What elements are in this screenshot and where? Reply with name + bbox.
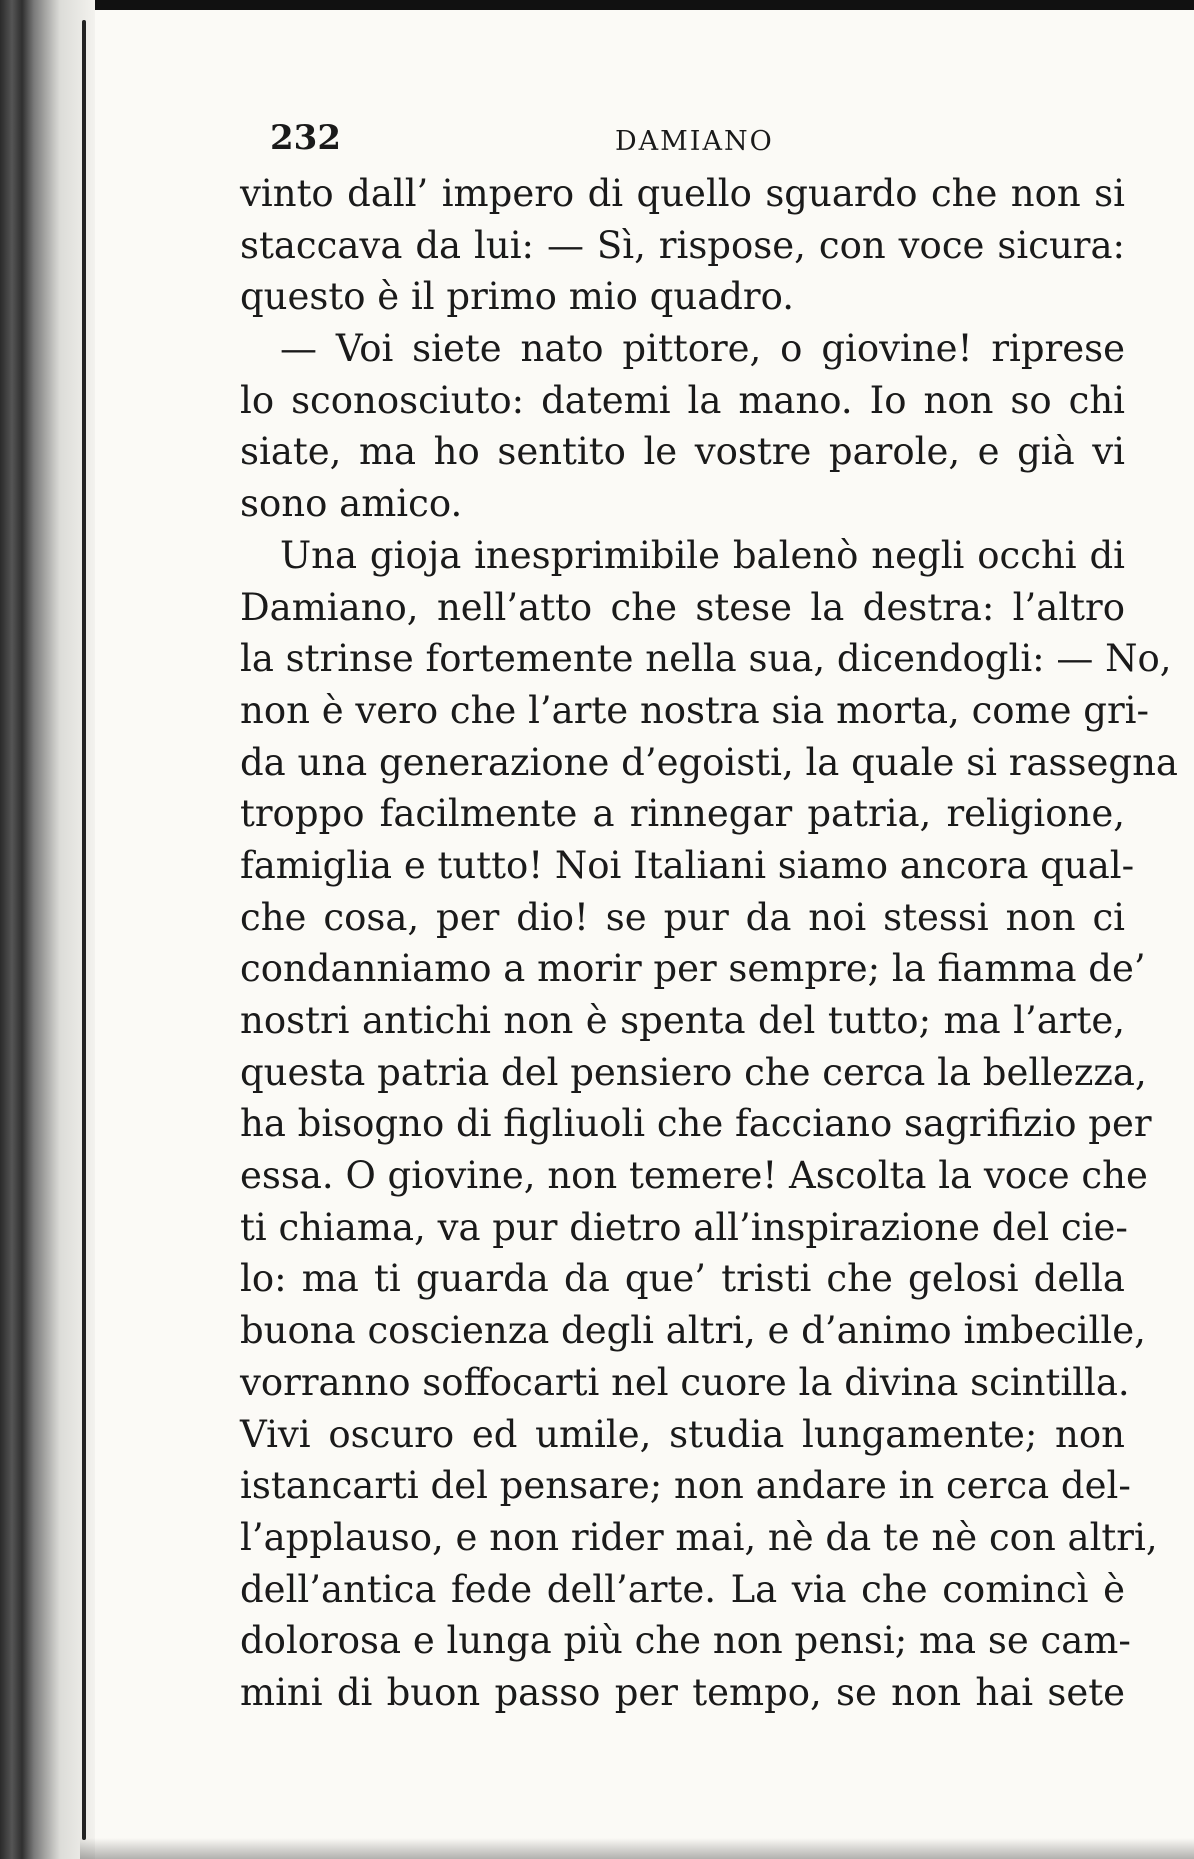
running-head: DAMIANO xyxy=(615,126,774,157)
text-line: essa. O giovine, non temere! Ascolta la voce che xyxy=(240,1154,1148,1198)
text-line: da una generazione d’egoisti, la quale si rassegna xyxy=(240,740,1178,784)
binding-line xyxy=(82,20,86,1840)
text-line: che cosa, per dio! se pur da noi stessi non ci xyxy=(240,895,1125,939)
text-line: dolorosa e lunga più che non pensi; ma se cam- xyxy=(240,1619,1131,1663)
text-line: dell’antica fede dell’arte. La via che comincì è xyxy=(240,1567,1125,1611)
body-text xyxy=(240,168,1178,1719)
text-line: l’applauso, e non rider mai, nè da te nè con altri, xyxy=(240,1515,1158,1559)
text-line: questo è il primo mio quadro. xyxy=(240,275,795,319)
text-line: vorranno soffocarti nel cuore la divina scintilla. xyxy=(240,1360,1130,1404)
page-top-edge xyxy=(0,0,1194,10)
text-line: Vivi oscuro ed umile, studia lungamente; non xyxy=(240,1412,1125,1456)
book-spine-shadow xyxy=(0,0,95,1859)
text-line: ti chiama, va pur dietro all’inspirazione del cie- xyxy=(240,1205,1128,1249)
page-header xyxy=(270,118,1130,168)
text-line: non è vero che l’arte nostra sia morta, come gri- xyxy=(240,688,1150,732)
text-line: la strinse fortemente nella sua, dicendogli: — No, xyxy=(240,637,1172,681)
page-bottom-shadow xyxy=(80,1838,1194,1859)
text-line: vinto dall’ impero di quello sguardo che non si xyxy=(240,172,1125,215)
text-line: Una gioja inesprimibile balenò negli occhi di xyxy=(280,533,1125,577)
text-line: lo sconosciuto: datemi la mano. Io non so chi xyxy=(240,378,1125,422)
text-line: famiglia e tutto! Noi Italiani siamo ancora qual- xyxy=(240,843,1135,887)
text-line: istancarti del pensare; non andare in cerca del- xyxy=(240,1464,1131,1508)
page-number: 232 xyxy=(270,118,341,158)
text-line: nostri antichi non è spenta del tutto; ma l’arte, xyxy=(240,999,1125,1042)
text-line: questa patria del pensiero che cerca la bellezza, xyxy=(240,1050,1147,1094)
text-line: — Voi siete nato pittore, o giovine! riprese xyxy=(280,327,1125,371)
text-line: ha bisogno di figliuoli che facciano sagrifizio per xyxy=(240,1102,1152,1146)
text-line: staccava da lui: — Sì, rispose, con voce sicura: xyxy=(240,223,1125,267)
text-line: troppo facilmente a rinnegar patria, religione, xyxy=(240,792,1125,836)
text-line: condanniamo a morir per sempre; la fiamma de’ xyxy=(240,947,1146,991)
text-line: lo: ma ti guarda da que’ tristi che gelosi della xyxy=(240,1257,1125,1301)
text-line: buona coscienza degli altri, e d’animo imbecille, xyxy=(240,1309,1146,1353)
text-line: siate, ma ho sentito le vostre parole, e già vi xyxy=(240,430,1125,474)
text-line: Damiano, nell’atto che stese la destra: l’altro xyxy=(240,585,1125,629)
text-line: sono amico. xyxy=(240,482,463,526)
text-line: mini di buon passo per tempo, se non hai sete xyxy=(240,1670,1125,1714)
